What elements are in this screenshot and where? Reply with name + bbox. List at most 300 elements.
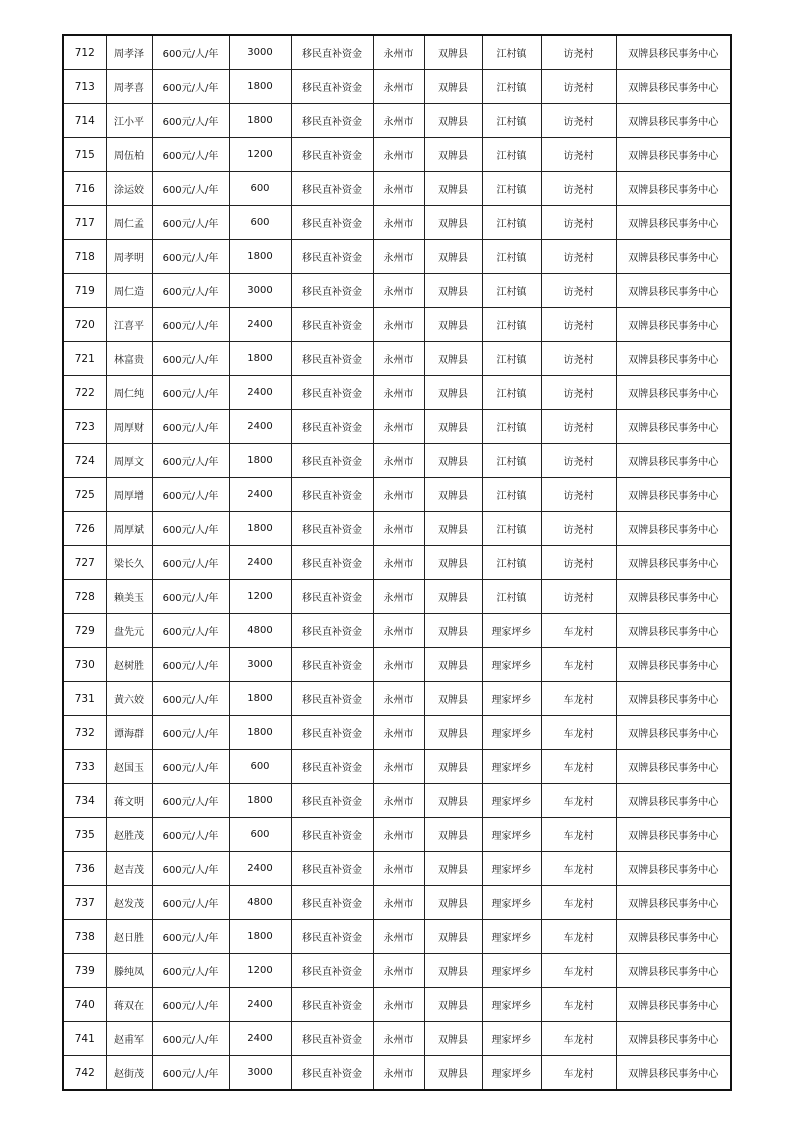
village-cell: 访尧村 <box>541 104 616 138</box>
fund-type-cell: 移民直补资金 <box>291 35 373 70</box>
village-cell: 访尧村 <box>541 206 616 240</box>
village-cell: 车龙村 <box>541 920 616 954</box>
agency-cell: 双牌县移民事务中心 <box>616 1056 731 1091</box>
village-cell: 车龙村 <box>541 682 616 716</box>
subsidy-amount-cell: 2400 <box>229 852 291 886</box>
city-cell: 永州市 <box>373 240 424 274</box>
county-cell: 双牌县 <box>424 35 482 70</box>
city-cell: 永州市 <box>373 138 424 172</box>
agency-cell: 双牌县移民事务中心 <box>616 240 731 274</box>
township-cell: 江村镇 <box>482 104 541 138</box>
township-cell: 江村镇 <box>482 138 541 172</box>
person-name-cell: 周厚文 <box>106 444 152 478</box>
table-row <box>63 512 731 546</box>
village-cell: 访尧村 <box>541 376 616 410</box>
table-row <box>63 70 731 104</box>
person-name-cell: 谭海群 <box>106 716 152 750</box>
county-cell: 双牌县 <box>424 750 482 784</box>
city-cell: 永州市 <box>373 1056 424 1091</box>
village-cell: 访尧村 <box>541 342 616 376</box>
city-cell: 永州市 <box>373 308 424 342</box>
row-number-cell: 725 <box>63 478 106 512</box>
agency-cell: 双牌县移民事务中心 <box>616 172 731 206</box>
row-number-cell: 735 <box>63 818 106 852</box>
table-row <box>63 1056 731 1091</box>
subsidy-amount-cell: 600 <box>229 172 291 206</box>
subsidy-standard-cell: 600元/人/年 <box>152 512 229 546</box>
township-cell: 江村镇 <box>482 478 541 512</box>
row-number-cell: 718 <box>63 240 106 274</box>
township-cell: 江村镇 <box>482 35 541 70</box>
city-cell: 永州市 <box>373 1022 424 1056</box>
agency-cell: 双牌县移民事务中心 <box>616 682 731 716</box>
agency-cell: 双牌县移民事务中心 <box>616 1022 731 1056</box>
person-name-cell: 周仁纯 <box>106 376 152 410</box>
city-cell: 永州市 <box>373 954 424 988</box>
township-cell: 理家坪乡 <box>482 920 541 954</box>
table-row <box>63 478 731 512</box>
county-cell: 双牌县 <box>424 580 482 614</box>
subsidy-standard-cell: 600元/人/年 <box>152 988 229 1022</box>
city-cell: 永州市 <box>373 988 424 1022</box>
city-cell: 永州市 <box>373 784 424 818</box>
row-number-cell: 716 <box>63 172 106 206</box>
subsidy-standard-cell: 600元/人/年 <box>152 410 229 444</box>
township-cell: 江村镇 <box>482 172 541 206</box>
subsidy-standard-cell: 600元/人/年 <box>152 35 229 70</box>
fund-type-cell: 移民直补资金 <box>291 580 373 614</box>
fund-type-cell: 移民直补资金 <box>291 444 373 478</box>
village-cell: 访尧村 <box>541 35 616 70</box>
row-number-cell: 726 <box>63 512 106 546</box>
township-cell: 理家坪乡 <box>482 988 541 1022</box>
county-cell: 双牌县 <box>424 138 482 172</box>
township-cell: 江村镇 <box>482 410 541 444</box>
county-cell: 双牌县 <box>424 954 482 988</box>
county-cell: 双牌县 <box>424 852 482 886</box>
subsidy-amount-cell: 3000 <box>229 648 291 682</box>
subsidy-standard-cell: 600元/人/年 <box>152 886 229 920</box>
village-cell: 访尧村 <box>541 410 616 444</box>
county-cell: 双牌县 <box>424 614 482 648</box>
table-row <box>63 988 731 1022</box>
agency-cell: 双牌县移民事务中心 <box>616 852 731 886</box>
subsidy-amount-cell: 1800 <box>229 784 291 818</box>
subsidy-standard-cell: 600元/人/年 <box>152 206 229 240</box>
fund-type-cell: 移民直补资金 <box>291 1022 373 1056</box>
person-name-cell: 周厚斌 <box>106 512 152 546</box>
fund-type-cell: 移民直补资金 <box>291 614 373 648</box>
subsidy-standard-cell: 600元/人/年 <box>152 478 229 512</box>
table-row <box>63 342 731 376</box>
table-row <box>63 784 731 818</box>
table-row <box>63 240 731 274</box>
subsidy-amount-cell: 1200 <box>229 580 291 614</box>
table-row <box>63 852 731 886</box>
township-cell: 理家坪乡 <box>482 784 541 818</box>
village-cell: 车龙村 <box>541 954 616 988</box>
row-number-cell: 737 <box>63 886 106 920</box>
county-cell: 双牌县 <box>424 444 482 478</box>
agency-cell: 双牌县移民事务中心 <box>616 784 731 818</box>
county-cell: 双牌县 <box>424 988 482 1022</box>
county-cell: 双牌县 <box>424 716 482 750</box>
table-row <box>63 206 731 240</box>
subsidy-amount-cell: 2400 <box>229 410 291 444</box>
township-cell: 江村镇 <box>482 70 541 104</box>
city-cell: 永州市 <box>373 478 424 512</box>
subsidy-amount-cell: 1800 <box>229 920 291 954</box>
row-number-cell: 721 <box>63 342 106 376</box>
table-row <box>63 444 731 478</box>
village-cell: 车龙村 <box>541 648 616 682</box>
subsidy-standard-cell: 600元/人/年 <box>152 614 229 648</box>
township-cell: 理家坪乡 <box>482 954 541 988</box>
township-cell: 理家坪乡 <box>482 750 541 784</box>
village-cell: 访尧村 <box>541 546 616 580</box>
subsidy-amount-cell: 1800 <box>229 716 291 750</box>
fund-type-cell: 移民直补资金 <box>291 478 373 512</box>
subsidy-standard-cell: 600元/人/年 <box>152 376 229 410</box>
subsidy-amount-cell: 2400 <box>229 376 291 410</box>
subsidy-amount-cell: 600 <box>229 750 291 784</box>
fund-type-cell: 移民直补资金 <box>291 546 373 580</box>
subsidy-amount-cell: 1800 <box>229 70 291 104</box>
person-name-cell: 周仁造 <box>106 274 152 308</box>
subsidy-standard-cell: 600元/人/年 <box>152 818 229 852</box>
row-number-cell: 715 <box>63 138 106 172</box>
county-cell: 双牌县 <box>424 478 482 512</box>
person-name-cell: 赵胜茂 <box>106 818 152 852</box>
table-body <box>63 35 731 1090</box>
fund-type-cell: 移民直补资金 <box>291 138 373 172</box>
village-cell: 车龙村 <box>541 1056 616 1091</box>
fund-type-cell: 移民直补资金 <box>291 172 373 206</box>
subsidy-standard-cell: 600元/人/年 <box>152 546 229 580</box>
person-name-cell: 赵甫军 <box>106 1022 152 1056</box>
subsidy-amount-cell: 4800 <box>229 886 291 920</box>
county-cell: 双牌县 <box>424 206 482 240</box>
city-cell: 永州市 <box>373 274 424 308</box>
village-cell: 车龙村 <box>541 988 616 1022</box>
agency-cell: 双牌县移民事务中心 <box>616 444 731 478</box>
table-row <box>63 35 731 70</box>
subsidy-standard-cell: 600元/人/年 <box>152 648 229 682</box>
township-cell: 理家坪乡 <box>482 852 541 886</box>
agency-cell: 双牌县移民事务中心 <box>616 410 731 444</box>
county-cell: 双牌县 <box>424 274 482 308</box>
fund-type-cell: 移民直补资金 <box>291 648 373 682</box>
subsidy-amount-cell: 2400 <box>229 546 291 580</box>
subsidy-amount-cell: 2400 <box>229 988 291 1022</box>
subsidy-standard-cell: 600元/人/年 <box>152 274 229 308</box>
agency-cell: 双牌县移民事务中心 <box>616 376 731 410</box>
row-number-cell: 728 <box>63 580 106 614</box>
village-cell: 访尧村 <box>541 274 616 308</box>
agency-cell: 双牌县移民事务中心 <box>616 920 731 954</box>
table-row <box>63 580 731 614</box>
row-number-cell: 734 <box>63 784 106 818</box>
row-number-cell: 719 <box>63 274 106 308</box>
agency-cell: 双牌县移民事务中心 <box>616 750 731 784</box>
township-cell: 理家坪乡 <box>482 886 541 920</box>
fund-type-cell: 移民直补资金 <box>291 410 373 444</box>
township-cell: 理家坪乡 <box>482 716 541 750</box>
row-number-cell: 723 <box>63 410 106 444</box>
table-row <box>63 308 731 342</box>
village-cell: 车龙村 <box>541 852 616 886</box>
fund-type-cell: 移民直补资金 <box>291 1056 373 1091</box>
person-name-cell: 赵吉茂 <box>106 852 152 886</box>
agency-cell: 双牌县移民事务中心 <box>616 716 731 750</box>
fund-type-cell: 移民直补资金 <box>291 818 373 852</box>
village-cell: 车龙村 <box>541 886 616 920</box>
fund-type-cell: 移民直补资金 <box>291 784 373 818</box>
person-name-cell: 周孝喜 <box>106 70 152 104</box>
table-row <box>63 954 731 988</box>
person-name-cell: 滕纯凤 <box>106 954 152 988</box>
village-cell: 访尧村 <box>541 512 616 546</box>
row-number-cell: 742 <box>63 1056 106 1091</box>
subsidy-amount-cell: 1800 <box>229 444 291 478</box>
subsidy-amount-cell: 2400 <box>229 308 291 342</box>
person-name-cell: 赵树胜 <box>106 648 152 682</box>
row-number-cell: 717 <box>63 206 106 240</box>
subsidy-amount-cell: 2400 <box>229 478 291 512</box>
township-cell: 江村镇 <box>482 444 541 478</box>
person-name-cell: 周仁孟 <box>106 206 152 240</box>
agency-cell: 双牌县移民事务中心 <box>616 342 731 376</box>
city-cell: 永州市 <box>373 104 424 138</box>
county-cell: 双牌县 <box>424 920 482 954</box>
row-number-cell: 722 <box>63 376 106 410</box>
fund-type-cell: 移民直补资金 <box>291 954 373 988</box>
county-cell: 双牌县 <box>424 682 482 716</box>
agency-cell: 双牌县移民事务中心 <box>616 886 731 920</box>
village-cell: 车龙村 <box>541 818 616 852</box>
township-cell: 江村镇 <box>482 580 541 614</box>
village-cell: 访尧村 <box>541 138 616 172</box>
person-name-cell: 赵日胜 <box>106 920 152 954</box>
subsidy-amount-cell: 1800 <box>229 240 291 274</box>
township-cell: 理家坪乡 <box>482 614 541 648</box>
fund-type-cell: 移民直补资金 <box>291 308 373 342</box>
county-cell: 双牌县 <box>424 342 482 376</box>
table-row <box>63 376 731 410</box>
subsidy-standard-cell: 600元/人/年 <box>152 138 229 172</box>
row-number-cell: 738 <box>63 920 106 954</box>
fund-type-cell: 移民直补资金 <box>291 104 373 138</box>
person-name-cell: 蒋文明 <box>106 784 152 818</box>
county-cell: 双牌县 <box>424 512 482 546</box>
fund-type-cell: 移民直补资金 <box>291 70 373 104</box>
fund-type-cell: 移民直补资金 <box>291 274 373 308</box>
subsidy-amount-cell: 2400 <box>229 1022 291 1056</box>
subsidy-standard-cell: 600元/人/年 <box>152 852 229 886</box>
fund-type-cell: 移民直补资金 <box>291 240 373 274</box>
row-number-cell: 713 <box>63 70 106 104</box>
county-cell: 双牌县 <box>424 886 482 920</box>
city-cell: 永州市 <box>373 716 424 750</box>
village-cell: 访尧村 <box>541 70 616 104</box>
row-number-cell: 712 <box>63 35 106 70</box>
city-cell: 永州市 <box>373 35 424 70</box>
subsidy-standard-cell: 600元/人/年 <box>152 716 229 750</box>
township-cell: 江村镇 <box>482 546 541 580</box>
person-name-cell: 赖美玉 <box>106 580 152 614</box>
village-cell: 车龙村 <box>541 784 616 818</box>
fund-type-cell: 移民直补资金 <box>291 716 373 750</box>
subsidy-amount-cell: 4800 <box>229 614 291 648</box>
agency-cell: 双牌县移民事务中心 <box>616 308 731 342</box>
city-cell: 永州市 <box>373 920 424 954</box>
county-cell: 双牌县 <box>424 376 482 410</box>
subsidy-standard-cell: 600元/人/年 <box>152 920 229 954</box>
person-name-cell: 盘先元 <box>106 614 152 648</box>
village-cell: 车龙村 <box>541 614 616 648</box>
township-cell: 江村镇 <box>482 512 541 546</box>
subsidy-standard-cell: 600元/人/年 <box>152 954 229 988</box>
subsidy-standard-cell: 600元/人/年 <box>152 240 229 274</box>
agency-cell: 双牌县移民事务中心 <box>616 206 731 240</box>
subsidy-table <box>62 34 732 1091</box>
fund-type-cell: 移民直补资金 <box>291 342 373 376</box>
fund-type-cell: 移民直补资金 <box>291 750 373 784</box>
village-cell: 访尧村 <box>541 580 616 614</box>
village-cell: 访尧村 <box>541 172 616 206</box>
city-cell: 永州市 <box>373 342 424 376</box>
person-name-cell: 蒋双在 <box>106 988 152 1022</box>
city-cell: 永州市 <box>373 614 424 648</box>
county-cell: 双牌县 <box>424 1056 482 1091</box>
city-cell: 永州市 <box>373 886 424 920</box>
village-cell: 访尧村 <box>541 444 616 478</box>
fund-type-cell: 移民直补资金 <box>291 376 373 410</box>
township-cell: 江村镇 <box>482 274 541 308</box>
subsidy-amount-cell: 3000 <box>229 1056 291 1091</box>
subsidy-standard-cell: 600元/人/年 <box>152 750 229 784</box>
table-row <box>63 546 731 580</box>
table-row <box>63 172 731 206</box>
row-number-cell: 736 <box>63 852 106 886</box>
agency-cell: 双牌县移民事务中心 <box>616 648 731 682</box>
subsidy-standard-cell: 600元/人/年 <box>152 342 229 376</box>
village-cell: 车龙村 <box>541 750 616 784</box>
agency-cell: 双牌县移民事务中心 <box>616 478 731 512</box>
agency-cell: 双牌县移民事务中心 <box>616 512 731 546</box>
county-cell: 双牌县 <box>424 240 482 274</box>
person-name-cell: 黄六姣 <box>106 682 152 716</box>
village-cell: 访尧村 <box>541 308 616 342</box>
subsidy-amount-cell: 1200 <box>229 138 291 172</box>
table-row <box>63 104 731 138</box>
subsidy-amount-cell: 1800 <box>229 104 291 138</box>
fund-type-cell: 移民直补资金 <box>291 682 373 716</box>
person-name-cell: 涂运姣 <box>106 172 152 206</box>
township-cell: 理家坪乡 <box>482 818 541 852</box>
village-cell: 访尧村 <box>541 240 616 274</box>
city-cell: 永州市 <box>373 410 424 444</box>
table-row <box>63 716 731 750</box>
row-number-cell: 739 <box>63 954 106 988</box>
township-cell: 理家坪乡 <box>482 1056 541 1091</box>
subsidy-standard-cell: 600元/人/年 <box>152 580 229 614</box>
row-number-cell: 730 <box>63 648 106 682</box>
fund-type-cell: 移民直补资金 <box>291 852 373 886</box>
table-row <box>63 138 731 172</box>
row-number-cell: 729 <box>63 614 106 648</box>
subsidy-standard-cell: 600元/人/年 <box>152 1022 229 1056</box>
subsidy-amount-cell: 1800 <box>229 512 291 546</box>
row-number-cell: 731 <box>63 682 106 716</box>
person-name-cell: 周孝泽 <box>106 35 152 70</box>
township-cell: 江村镇 <box>482 206 541 240</box>
township-cell: 理家坪乡 <box>482 682 541 716</box>
agency-cell: 双牌县移民事务中心 <box>616 138 731 172</box>
agency-cell: 双牌县移民事务中心 <box>616 988 731 1022</box>
person-name-cell: 梁长久 <box>106 546 152 580</box>
subsidy-amount-cell: 600 <box>229 818 291 852</box>
fund-type-cell: 移民直补资金 <box>291 512 373 546</box>
fund-type-cell: 移民直补资金 <box>291 206 373 240</box>
township-cell: 江村镇 <box>482 308 541 342</box>
county-cell: 双牌县 <box>424 70 482 104</box>
subsidy-amount-cell: 1800 <box>229 342 291 376</box>
city-cell: 永州市 <box>373 580 424 614</box>
agency-cell: 双牌县移民事务中心 <box>616 104 731 138</box>
row-number-cell: 741 <box>63 1022 106 1056</box>
county-cell: 双牌县 <box>424 546 482 580</box>
person-name-cell: 周厚财 <box>106 410 152 444</box>
subsidy-standard-cell: 600元/人/年 <box>152 682 229 716</box>
table-row <box>63 818 731 852</box>
subsidy-amount-cell: 3000 <box>229 274 291 308</box>
city-cell: 永州市 <box>373 512 424 546</box>
county-cell: 双牌县 <box>424 104 482 138</box>
city-cell: 永州市 <box>373 444 424 478</box>
person-name-cell: 周厚增 <box>106 478 152 512</box>
row-number-cell: 733 <box>63 750 106 784</box>
person-name-cell: 周伍柏 <box>106 138 152 172</box>
city-cell: 永州市 <box>373 70 424 104</box>
subsidy-amount-cell: 3000 <box>229 35 291 70</box>
subsidy-standard-cell: 600元/人/年 <box>152 308 229 342</box>
county-cell: 双牌县 <box>424 648 482 682</box>
fund-type-cell: 移民直补资金 <box>291 920 373 954</box>
city-cell: 永州市 <box>373 818 424 852</box>
agency-cell: 双牌县移民事务中心 <box>616 954 731 988</box>
subsidy-amount-cell: 600 <box>229 206 291 240</box>
row-number-cell: 732 <box>63 716 106 750</box>
township-cell: 理家坪乡 <box>482 648 541 682</box>
agency-cell: 双牌县移民事务中心 <box>616 35 731 70</box>
agency-cell: 双牌县移民事务中心 <box>616 546 731 580</box>
city-cell: 永州市 <box>373 852 424 886</box>
table-row <box>63 750 731 784</box>
township-cell: 江村镇 <box>482 342 541 376</box>
city-cell: 永州市 <box>373 648 424 682</box>
row-number-cell: 724 <box>63 444 106 478</box>
row-number-cell: 720 <box>63 308 106 342</box>
table-row <box>63 410 731 444</box>
table-row <box>63 1022 731 1056</box>
county-cell: 双牌县 <box>424 1022 482 1056</box>
township-cell: 江村镇 <box>482 240 541 274</box>
agency-cell: 双牌县移民事务中心 <box>616 70 731 104</box>
village-cell: 车龙村 <box>541 1022 616 1056</box>
county-cell: 双牌县 <box>424 172 482 206</box>
row-number-cell: 714 <box>63 104 106 138</box>
